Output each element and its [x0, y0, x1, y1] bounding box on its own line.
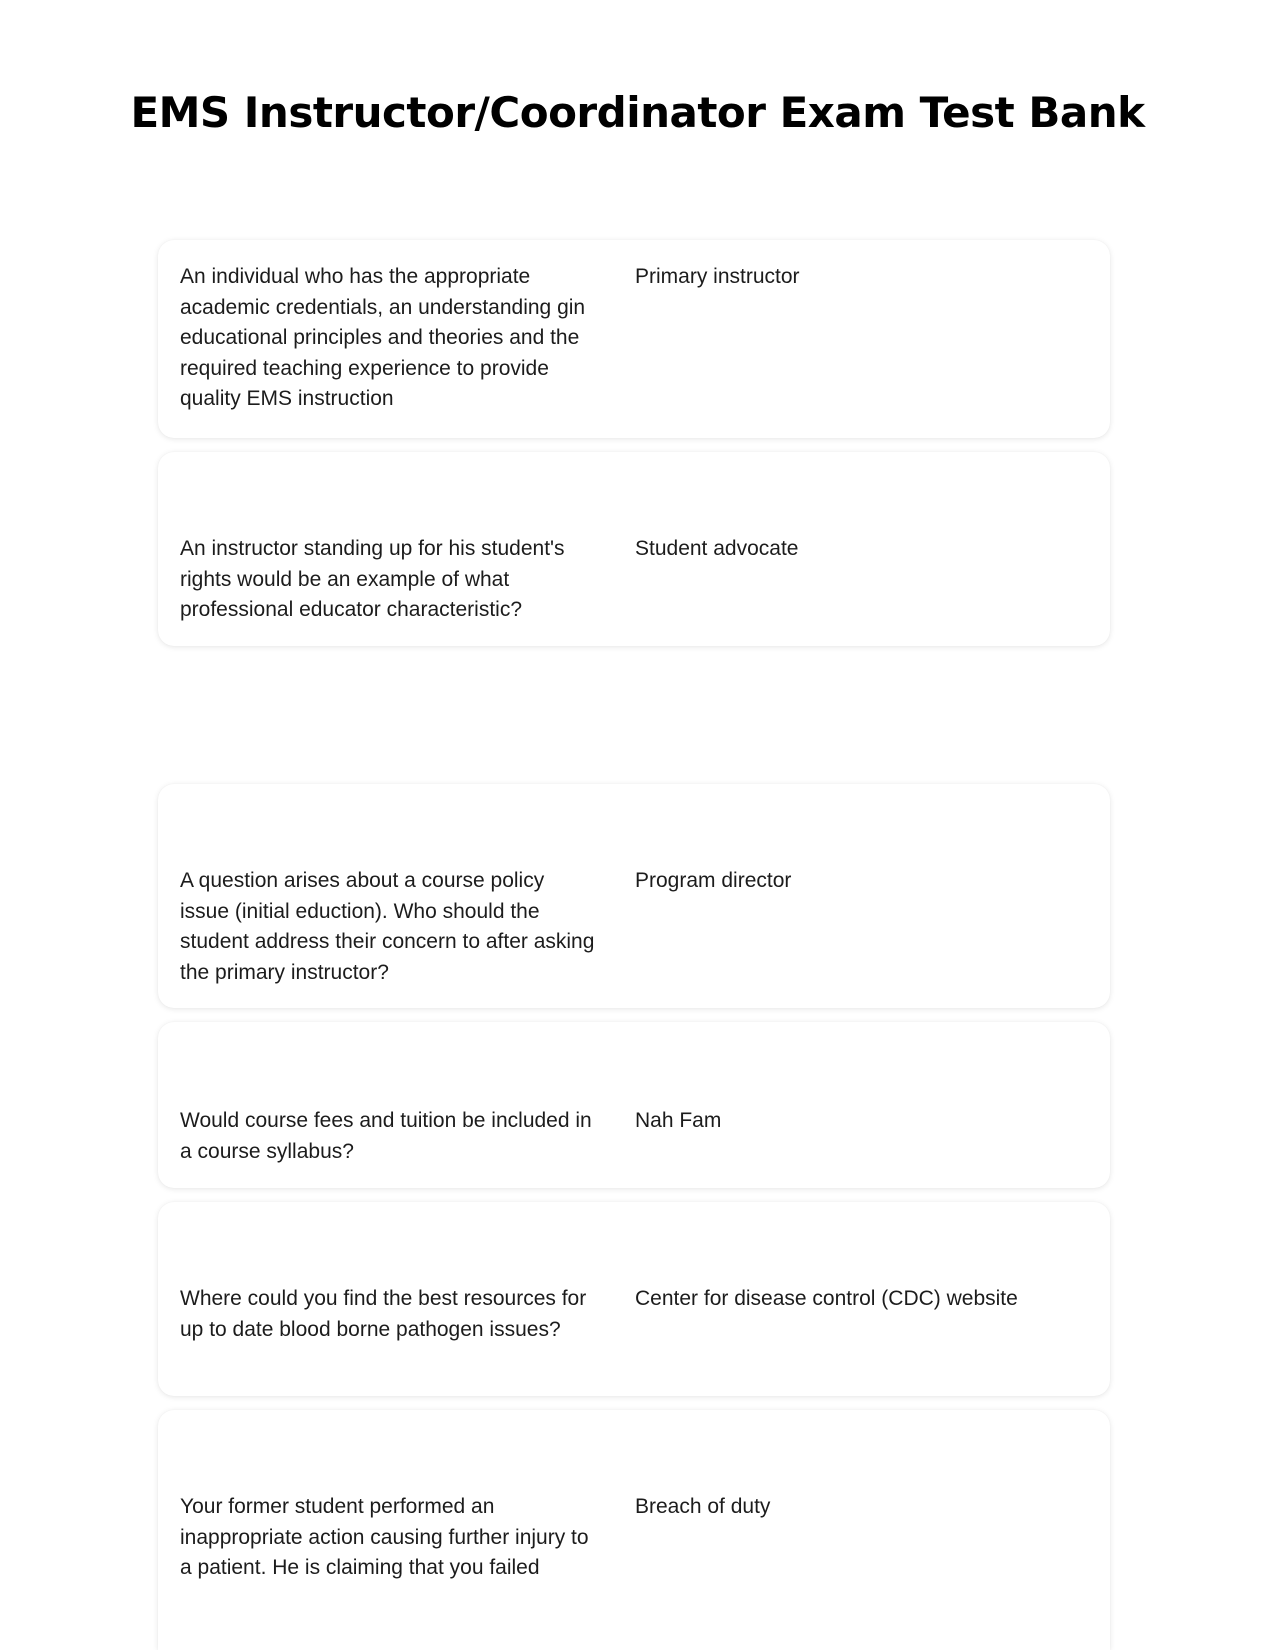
- card-answer: Nah Fam: [635, 1109, 722, 1132]
- card-answer: Center for disease control (CDC) website: [635, 1287, 1018, 1310]
- card-question: Your former student performed an inappropriate action causing further injury to a patient. He is claiming that you failed: [180, 1495, 589, 1579]
- flashcard-5: [158, 1202, 1110, 1396]
- card-answer: Program director: [635, 869, 792, 892]
- flashcard-2: [158, 452, 1110, 646]
- card-question: Where could you find the best resources for up to date blood borne pathogen issues?: [180, 1287, 587, 1341]
- card-question: Would course fees and tuition be included in a course syllabus?: [180, 1109, 592, 1163]
- flashcard-4: [158, 1022, 1110, 1188]
- card-answer: Breach of duty: [635, 1495, 771, 1518]
- flashcard-1: [158, 240, 1110, 438]
- card-question: A question arises about a course policy issue (initial eduction). Who should the student address their concern to after asking the primary instructor?: [180, 869, 595, 984]
- card-question: An instructor standing up for his student's rights would be an example of what professional educator characteristic?: [180, 537, 565, 621]
- flashcard-3: [158, 784, 1110, 1008]
- card-answer: Student advocate: [635, 537, 799, 560]
- page-title: EMS Instructor/Coordinator Exam Test Bank: [130, 88, 1145, 137]
- card-answer: Primary instructor: [635, 265, 800, 288]
- card-question: An individual who has the appropriate academic credentials, an understanding gin educational principles and theories and the required teaching experience to provide quality EMS instruction: [180, 265, 586, 410]
- flashcard-6: [158, 1410, 1110, 1650]
